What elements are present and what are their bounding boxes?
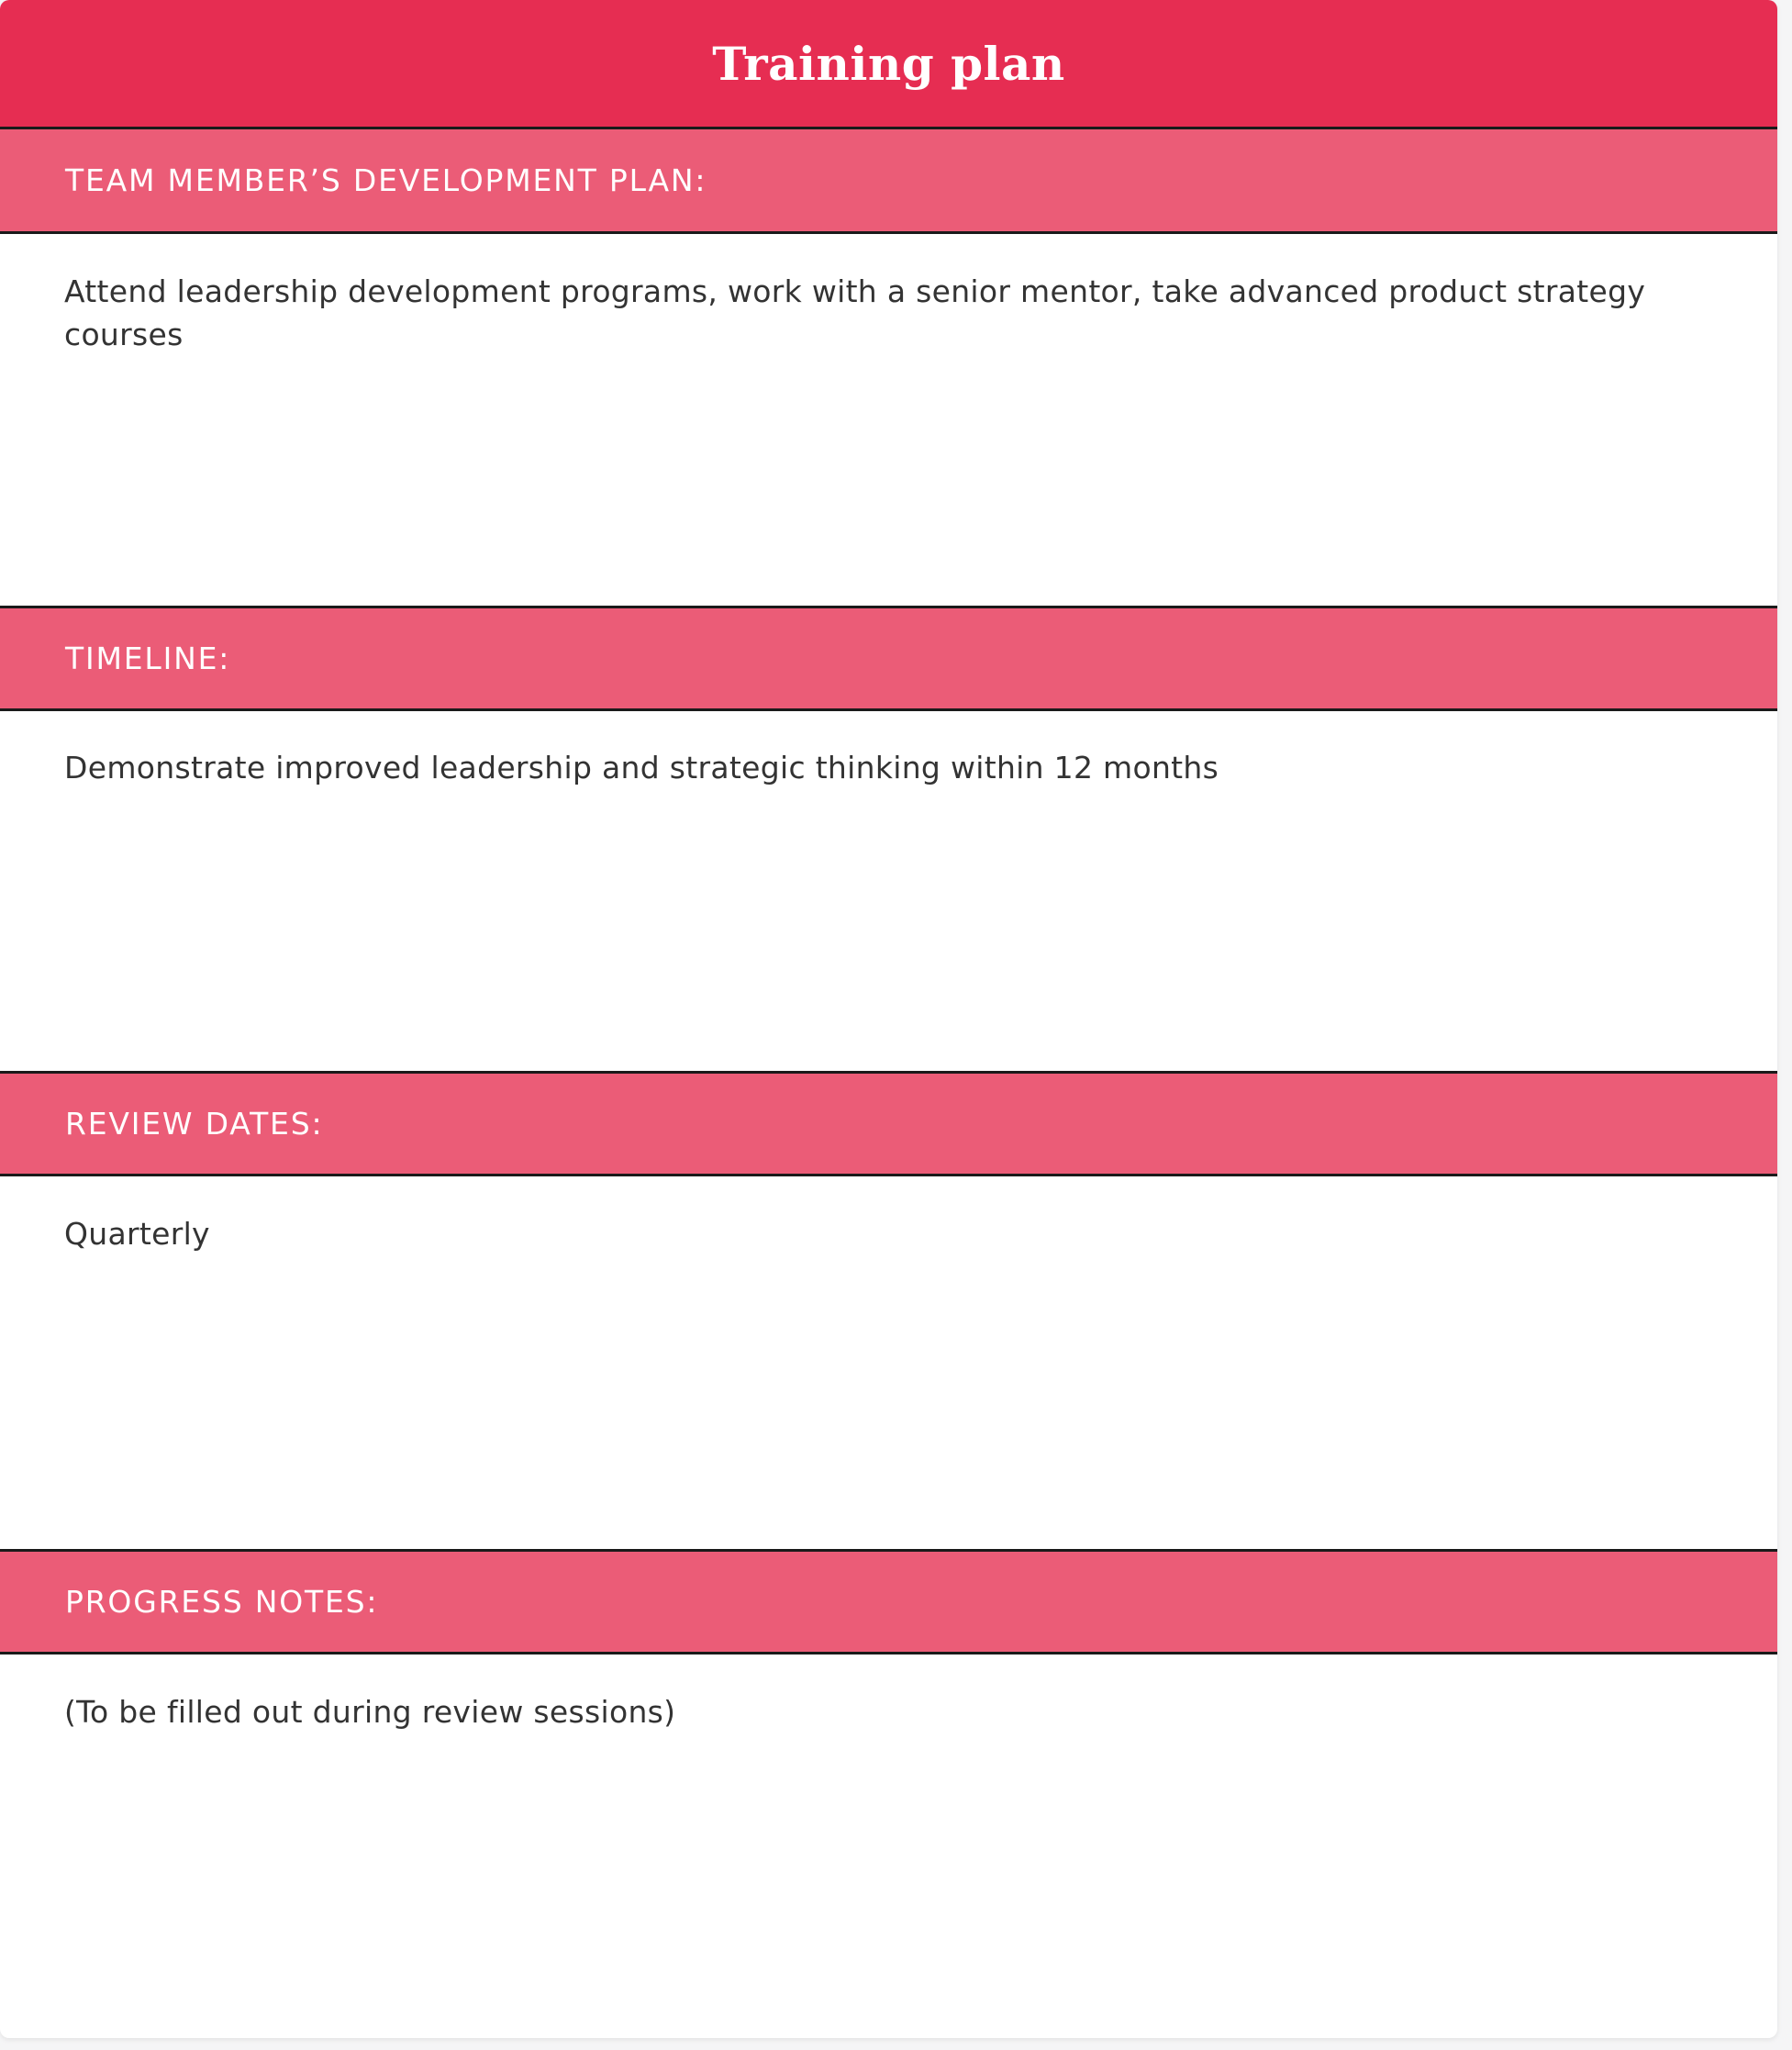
title-bar [0, 0, 1777, 129]
section-content: Demonstrate improved leadership and strategic thinking within 12 months [64, 750, 1219, 785]
section-header-progress-notes [0, 1549, 1777, 1654]
section-body-review-dates [0, 1212, 1777, 1549]
section-header-review-dates [0, 1071, 1777, 1176]
section-label: REVIEW DATES: [65, 1106, 324, 1142]
section-header-development-plan [0, 129, 1777, 234]
section-body-timeline [0, 746, 1777, 1071]
page-title: Training plan [712, 36, 1065, 91]
section-label: TIMELINE: [65, 641, 231, 676]
section-body-progress-notes [0, 1690, 1777, 2030]
section-content: (To be filled out during review sessions) [64, 1694, 676, 1730]
section-label: TEAM MEMBER’S DEVELOPMENT PLAN: [65, 162, 707, 198]
section-content: Attend leadership development programs, work with a senior mentor, take advanced product strategy courses [64, 273, 1646, 352]
section-label: PROGRESS NOTES: [65, 1584, 379, 1620]
section-content: Quarterly [64, 1216, 210, 1252]
section-header-timeline [0, 606, 1777, 711]
section-body-development-plan [0, 270, 1777, 606]
